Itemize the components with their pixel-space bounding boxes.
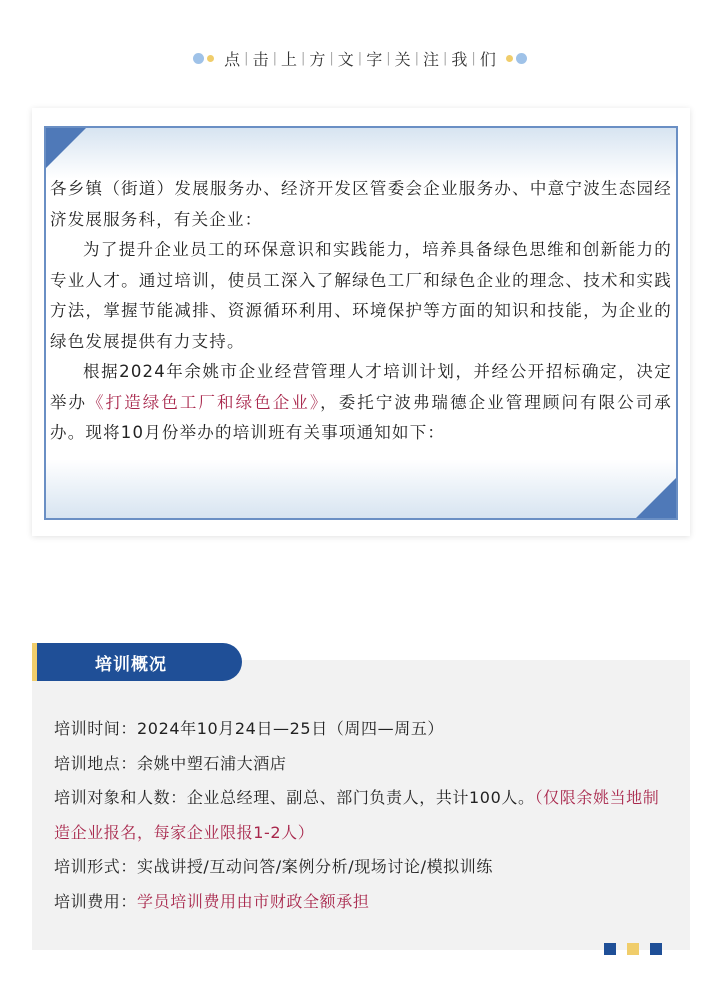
- training-target-row: 培训对象和人数：企业总经理、副总、部门负责人，共计100人。（仅限余姚当地制造企业报名，每家企业限报1-2人）: [54, 788, 660, 842]
- section-title-tab: 培训概况: [32, 643, 242, 681]
- follow-prompt[interactable]: [0, 46, 720, 70]
- corner-decoration-top-left: [46, 128, 86, 168]
- training-form: 实战讲授/互动问答/案例分析/现场讨论/模拟训练: [137, 857, 493, 876]
- training-fee: 学员培训费用由市财政全额承担: [137, 891, 370, 911]
- intro-text: [50, 174, 672, 449]
- square-gold: [627, 943, 639, 955]
- training-time: 2024年10月24日—25日（周四—周五）: [137, 719, 445, 738]
- square-blue-1: [604, 943, 616, 955]
- training-place: 余姚中塑石浦大酒店: [137, 753, 287, 773]
- training-fee-row: 培训费用：学员培训费用由市财政全额承担: [54, 891, 370, 911]
- overview-details: [54, 712, 674, 919]
- training-place-row: 培训地点：余姚中塑石浦大酒店: [54, 753, 287, 773]
- training-time-row: 培训时间：2024年10月24日—25日（周四—周五）: [54, 719, 445, 738]
- training-form-row: 培训形式：实战讲授/互动问答/案例分析/现场讨论/模拟训练: [54, 857, 493, 876]
- square-blue-2: [650, 943, 662, 955]
- decor-dots-right: [506, 53, 527, 64]
- decor-squares: [604, 943, 662, 955]
- intro-purpose: 为了提升企业员工的环保意识和实践能力，培养具备绿色思维和创新能力的专业人才。通过培训，使员工深入了解绿色工厂和绿色企业的理念、技术和实践方法，掌握节能减排、资源循环利用、环境保护等方面的知识和技能，为企业的绿色发展提供有力支持。: [50, 240, 672, 351]
- intro-notice: 根据2024年余姚市企业经营管理人才培训计划，并经公开招标确定，决定举办《打造绿色工厂和绿色企业》，委托宁波弗瑞德企业管理顾问有限公司承办。现将10月份举办的培训班有关事项通知如下：: [50, 362, 672, 442]
- training-target-note: （仅限余姚当地制造企业报名，每家企业限报1-2人）: [54, 788, 660, 842]
- intro-card: [44, 126, 678, 520]
- corner-decoration-bottom-right: [636, 478, 676, 518]
- course-title: 《打造绿色工厂和绿色企业》: [87, 392, 321, 412]
- intro-addressee: 各乡镇（街道）发展服务办、经济开发区管委会企业服务办、中意宁波生态园经济发展服务科，有关企业：: [50, 179, 672, 229]
- follow-text: 点 | 击 | 上 | 方 | 文 | 字 | 关 | 注 | 我 | 们: [224, 49, 496, 69]
- decor-dots-left: [193, 53, 214, 64]
- training-target: 企业总经理、副总、部门负责人，共计100人。: [186, 788, 535, 807]
